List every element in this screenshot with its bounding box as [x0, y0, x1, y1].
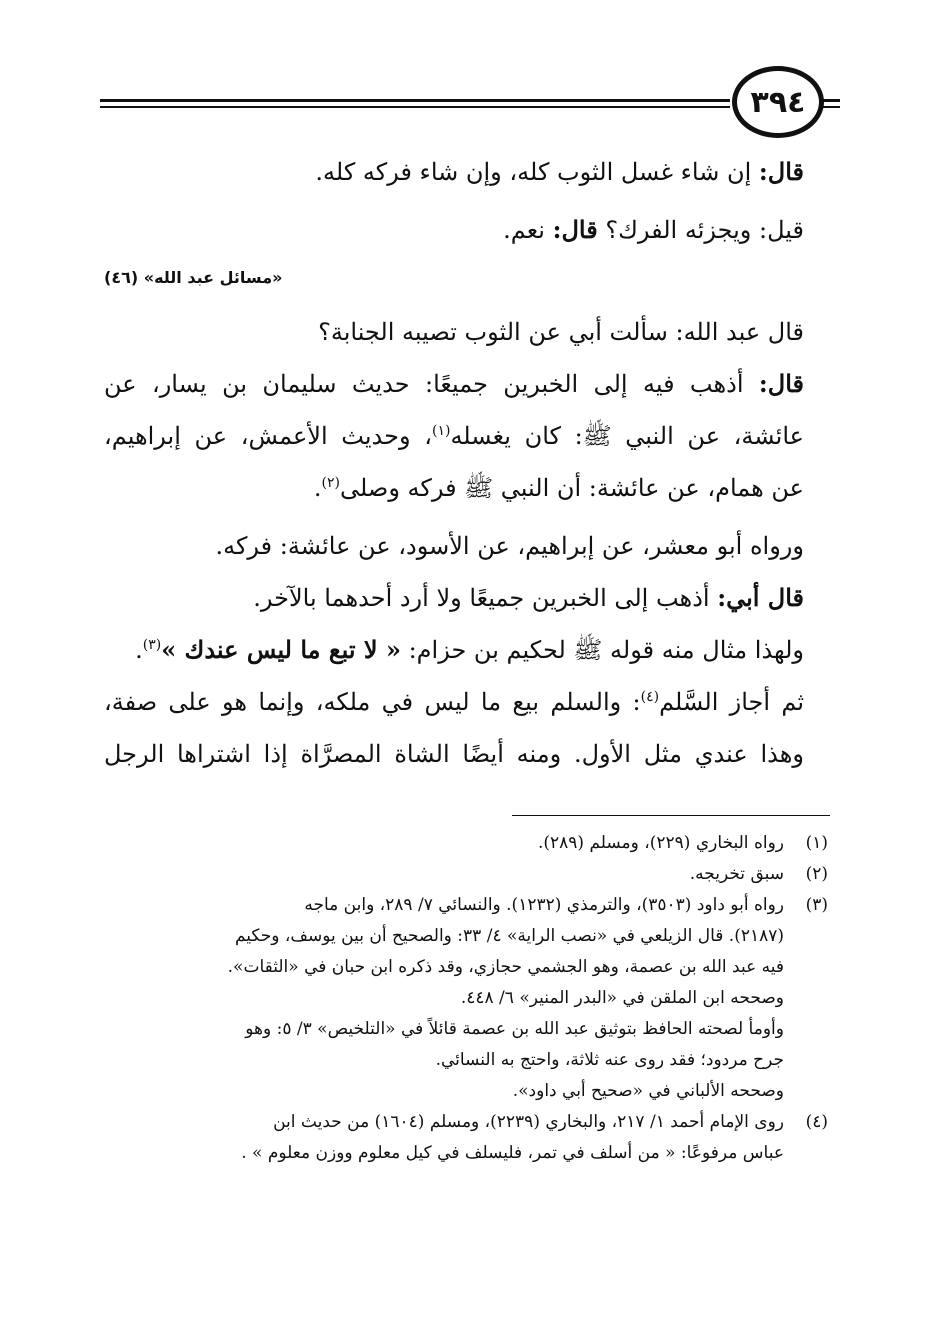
main-text: [104, 306, 804, 780]
footnote-number: (٤): [805, 1112, 828, 1132]
footnote: [104, 828, 828, 859]
text-span: أذهب فيه إلى الخبرين جميعًا: حديث سليمان بن يسار، عن: [104, 370, 744, 398]
footnote-number: (٣): [805, 895, 828, 915]
header-rule: [100, 106, 730, 108]
text-line: [104, 572, 804, 624]
source-reference: «مسائل عبد الله» (٤٦): [104, 268, 283, 287]
keyword: قال:: [552, 215, 598, 244]
text-line: ورواه أبو معشر، عن إبراهيم، عن الأسود، عن عائشة: فركه.: [215, 532, 804, 560]
text-line: [104, 358, 804, 410]
text-line: عائشة، عن النبي ﷺ: كان يغسله$^{(١)}$، وحديث الأعمش، عن إبراهيم،: [104, 422, 804, 450]
footnote-ref[interactable]: (٣): [142, 637, 162, 653]
text-line: ثم أجاز السَّلم$^{(٤)}$: والسلم بيع ما ليس في ملكه، وإنما هو على صفة،: [104, 688, 804, 716]
text-span: نعم.: [503, 216, 545, 244]
page-number: ٣٩٤: [732, 66, 824, 138]
text-span: قيل: ويجزئه الفرك؟: [605, 216, 804, 244]
footnote-number: (١): [805, 833, 828, 853]
footnote-ref[interactable]: (١): [431, 423, 451, 439]
opening-text: [104, 146, 804, 256]
footnote-line: روى الإمام أحمد ١/ ٢١٧، والبخاري (٢٢٣٩)، ومسلم (١٦٠٤) من حديث ابن: [273, 1112, 784, 1132]
footnote-line: رواه أبو داود (٣٥٠٣)، والترمذي (١٢٣٢). والنسائي ٧/ ٢٨٩، وابن ماجه: [304, 895, 784, 915]
footnote-line: وصححه ابن الملقن في «البدر المنير» ٦/ ٤٤٨.: [460, 988, 784, 1008]
footnote: [104, 890, 828, 1107]
footnote-separator: [512, 815, 830, 816]
keyword: قال أبي:: [717, 583, 804, 612]
quoted-hadith: « لا تبع ما ليس عندك »: [161, 635, 401, 664]
footnote-line: وصححه الألباني في «صحيح أبي داود».: [512, 1081, 784, 1101]
footnote: [104, 1107, 828, 1169]
footnote-ref[interactable]: (٢): [321, 475, 340, 491]
keyword: قال:: [758, 369, 804, 398]
keyword: قال:: [758, 157, 804, 186]
footnote-ref[interactable]: (٤): [640, 689, 660, 705]
footnotes: [104, 828, 828, 1169]
footnote-line: سبق تخريجه.: [689, 864, 784, 884]
text-line: قال عبد الله: سألت أبي عن الثوب تصيبه الجنابة؟: [318, 318, 804, 346]
page-header: [100, 66, 840, 146]
text-line: عن همام، عن عائشة: أن النبي ﷺ فركه وصلى$^{(٢)}$.: [313, 474, 804, 502]
footnote: [104, 859, 828, 890]
footnote-line: جرح مردود؛ فقد روى عنه ثلاثة، واحتج به النسائي.: [435, 1050, 784, 1070]
text-line: [104, 204, 804, 256]
footnote-line: عباس مرفوعًا: « من أسلف في تمر، فليسلف في كيل معلوم ووزن معلوم » .: [241, 1143, 784, 1163]
footnote-line: فيه عبد الله بن عصمة، وهو الجشمي حجازي، وقد ذكره ابن حبان في «الثقات».: [227, 957, 784, 977]
footnote-line: (٢١٨٧). قال الزيلعي في «نصب الراية» ٤/ ٣٣: والصحيح أن بين يوسف، وحكيم: [234, 926, 784, 946]
footnote-line: وأومأ لصحته الحافظ بتوثيق عبد الله بن عصمة قائلاً في «التلخيص» ٣/ ٥: وهو: [245, 1019, 784, 1039]
footnote-number: (٢): [805, 864, 828, 884]
text-line: وهذا عندي مثل الأول. ومنه أيضًا الشاة المصرَّاة إذا اشتراها الرجل: [104, 740, 804, 768]
text-line: ولهذا مثال منه قوله ﷺ لحكيم بن حزام: « لا تبع ما ليس عندك »$^{(٣)}$.: [135, 635, 804, 664]
header-rule: [100, 99, 730, 102]
text-span: أذهب إلى الخبرين جميعًا ولا أرد أحدهما بالآخر.: [253, 584, 710, 612]
footnote-line: رواه البخاري (٢٢٩)، ومسلم (٢٨٩).: [537, 833, 784, 853]
text-span: إن شاء غسل الثوب كله، وإن شاء فركه كله.: [315, 158, 752, 186]
text-line: [104, 146, 804, 198]
